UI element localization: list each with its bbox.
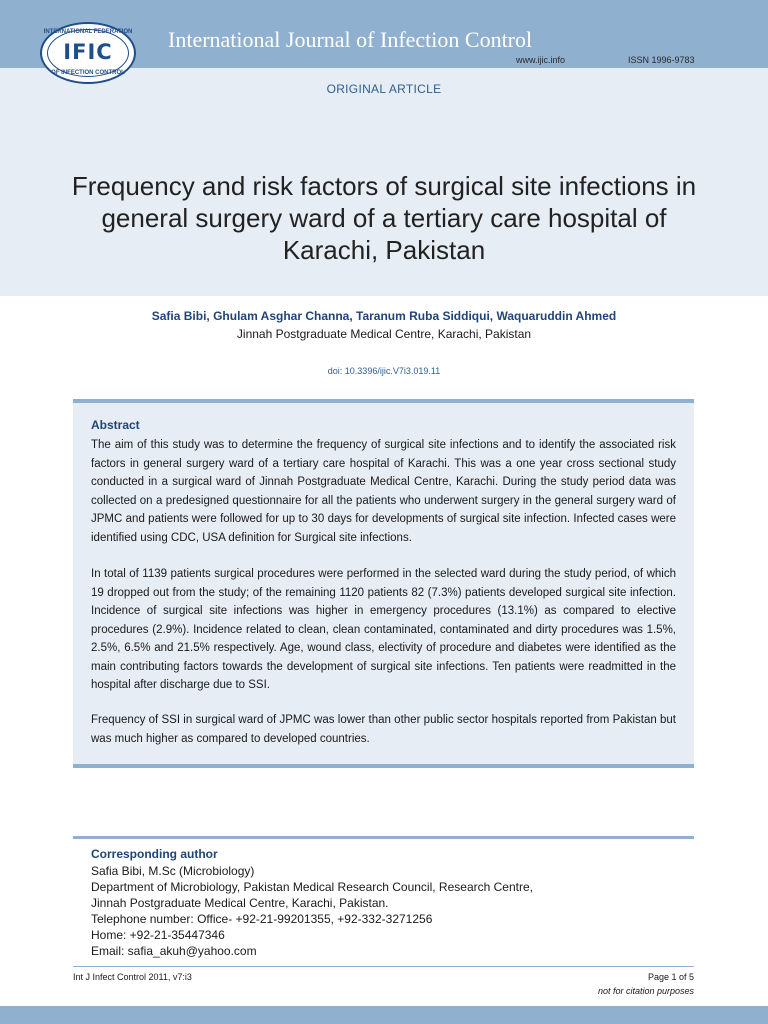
abstract-paragraph: In total of 1139 patients surgical procedures were performed in the selected ward during the study period, of which 19 dropped out from the study; of the remaining 1120 patients 82 (7.3%) patients developed surgical site infection. Incidence of surgical site infections was higher in emergency procedures (13.1%) as compared to elective procedures (2.9%). Incidence related to clean, clean contaminated, contaminated and dirty procedures was 1.5%, 2.5%, 6.5% and 21.5% respectively. Age, wound class, electivity of procedure and diabetes were identified as the main contributing factors towards the development of surgical site infections. Ten patients were readmitted in the hospital after discharge due to SSI. — [91, 568, 676, 691]
logo-text: IFIC — [63, 40, 113, 64]
abstract-paragraph: Frequency of SSI in surgical ward of JPMC was lower than other public sector hospitals reported from Pakistan but was much higher as compared to developed countries. — [91, 714, 676, 745]
journal-website[interactable]: www.ijic.info — [516, 55, 566, 65]
abstract-paragraph: The aim of this study was to determine the frequency of surgical site infections and to identify the associated risk factors in general surgery ward of a tertiary care hospital of Karachi. This was a one year cross sectional study conducted in a surgical ward of Jinnah Postgraduate Medical Centre, Karachi. During the study period data was collected on a predesigned questionnaire for all the patients who underwent surgery in the general surgery ward of JPMC and patients were followed for up to 30 days for developments of surgical site infection. Infected cases were identified using CDC, USA definition for Surgical site infections. — [91, 439, 676, 544]
doi-link[interactable]: doi: 10.3396/ijic.V7i3.019.11 — [327, 366, 441, 376]
journal-issn: ISSN 1996-9783 — [628, 55, 695, 65]
footer-citation: Int J Infect Control 2011, v7:i3 — [73, 972, 192, 982]
corresponding-name: Safia Bibi, M.Sc (Microbiology) — [91, 864, 255, 878]
corresponding-telephone: Telephone number: Office- +92-21-99201355, +92-332-3271256 — [91, 912, 433, 926]
corresponding-email[interactable]: Email: safia_akuh@yahoo.com — [91, 944, 257, 958]
article-title: Frequency and risk factors of surgical site infections in general surgery ward of a tertiary care hospital of Karachi, Pakistan — [71, 171, 697, 265]
corresponding-institution: Jinnah Postgraduate Medical Centre, Karachi, Pakistan. — [91, 896, 389, 910]
corresponding-divider — [73, 836, 694, 839]
page-number: Page 1 of 5 — [647, 972, 694, 982]
corresponding-heading: Corresponding author — [91, 847, 218, 861]
article-type: ORIGINAL ARTICLE — [326, 82, 442, 96]
footer-divider — [73, 966, 694, 967]
author-list: Safia Bibi, Ghulam Asghar Channa, Taranum Ruba Siddiqui, Waquaruddin Ahmed — [151, 309, 617, 323]
logo-arc-bottom-text: OF INFECTION CONTROL — [51, 70, 125, 76]
author-affiliation: Jinnah Postgraduate Medical Centre, Karachi, Pakistan — [236, 327, 532, 341]
footer-band — [0, 1006, 768, 1024]
abstract-box — [73, 399, 694, 768]
logo-arc-top-text: INTERNATIONAL FEDERATION — [43, 29, 133, 35]
ific-logo — [40, 22, 136, 84]
citation-note: not for citation purposes — [597, 986, 694, 996]
journal-title: International Journal of Infection Control — [168, 27, 533, 52]
corresponding-department: Department of Microbiology, Pakistan Medical Research Council, Research Centre, — [91, 880, 533, 894]
abstract-heading: Abstract — [91, 418, 140, 432]
corresponding-home-phone: Home: +92-21-35447346 — [91, 928, 225, 942]
